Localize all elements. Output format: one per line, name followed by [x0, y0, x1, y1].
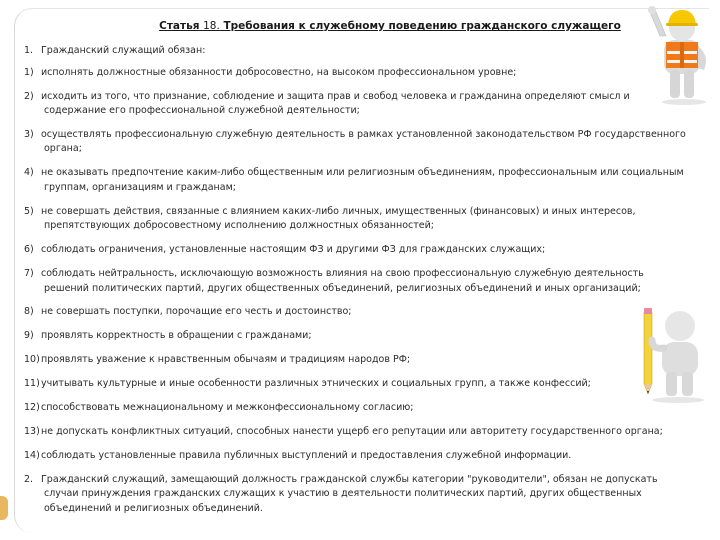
list-item [24, 205, 690, 234]
list-item [24, 377, 690, 392]
requirements-list [24, 44, 690, 523]
page-tab [0, 496, 8, 520]
list-item [24, 401, 690, 416]
title-number: 18. [203, 20, 220, 32]
list-item [24, 425, 690, 440]
item-number: 2) [24, 90, 34, 102]
list-item [24, 329, 690, 344]
page-title [150, 20, 630, 32]
list-item [24, 243, 690, 258]
item-text: осуществлять профессиональную служебную деятельность в рамках установленной законодательством РФ государственного органа; [41, 128, 686, 155]
item-number: 13) [24, 425, 40, 437]
item-text: проявлять уважение к нравственным обычаям и традициям народов РФ; [41, 354, 411, 366]
item-text: Гражданский служащий, замещающий должность гражданской службы категории "руководители", обязан не допускать случаи принуждения гражданских служащих к участию в деятельности политических партий, других общественных объединений и религиозных объединений. [41, 473, 658, 514]
item-text: соблюдать нейтральность, исключающую возможность влияния на свою профессиональную служебную деятельность решений политических партий, других общественных объединений, религиозных объединений и иных организаций; [41, 268, 644, 294]
item-text: учитывать культурные и иные особенности различных этнических и социальных групп, а также конфессий; [41, 378, 591, 390]
item-number: 9) [24, 330, 34, 342]
item-number: 7) [24, 268, 34, 280]
item-number: 12) [24, 401, 40, 413]
list-item [24, 353, 690, 368]
item-number: 4) [24, 167, 34, 179]
title-prefix: Статья [159, 20, 200, 32]
list-item [24, 66, 690, 81]
item-number: 8) [24, 306, 34, 318]
list-item [24, 166, 690, 195]
item-number: 14) [24, 449, 40, 461]
item-text: способствовать межнациональному и межконфессиональному согласию; [41, 401, 414, 413]
item-text: не допускать конфликтных ситуаций, способных нанести ущерб его репутации или авторитету государственного органа; [41, 425, 663, 437]
item-text: соблюдать установленные правила публичных выступлений и предоставления служебной информации. [41, 449, 572, 461]
list-item [24, 90, 690, 119]
item-number: 2. [24, 473, 34, 485]
list-item [24, 267, 690, 296]
item-number: 1) [24, 66, 34, 78]
title-text: Требования к служебному поведению гражданского служащего [223, 20, 621, 32]
item-number: 5) [24, 205, 34, 217]
item-text: Гражданский служащий обязан: [41, 45, 206, 56]
item-number: 10) [24, 354, 40, 366]
pencil-figure-icon [622, 304, 712, 404]
item-number: 6) [24, 244, 34, 256]
paragraph [24, 473, 690, 517]
list-item [24, 128, 690, 157]
paragraph [24, 44, 690, 59]
list-item [24, 305, 690, 320]
item-text: не оказывать предпочтение каким-либо общественным или религиозным объединениям, профессиональным или социальным группам, организациям и гражданам; [41, 167, 684, 193]
item-text: исходить из того, что признание, соблюдение и защита прав и свобод человека и гражданина определяют смысл и содержание его профессиональной служебной деятельности; [41, 90, 630, 117]
item-text: не совершать действия, связанные с влиянием каких-либо личных, имущественных (финансовых) и иных интересов, препятствующих добросовестному исполнению должностных обязанностей; [41, 205, 636, 232]
item-number: 1. [24, 45, 34, 56]
item-number: 3) [24, 128, 34, 140]
item-text: исполнять должностные обязанности добросовестно, на высоком профессиональном уровне; [41, 66, 517, 78]
worker-figure-icon [640, 6, 720, 106]
item-number: 11) [24, 378, 40, 390]
list-item [24, 449, 690, 464]
item-text: соблюдать ограничения, установленные настоящим ФЗ и другими ФЗ для гражданских служащих; [41, 244, 546, 256]
item-text: не совершать поступки, порочащие его честь и достоинство; [41, 306, 352, 318]
item-text: проявлять корректность в обращении с гражданами; [41, 330, 312, 342]
